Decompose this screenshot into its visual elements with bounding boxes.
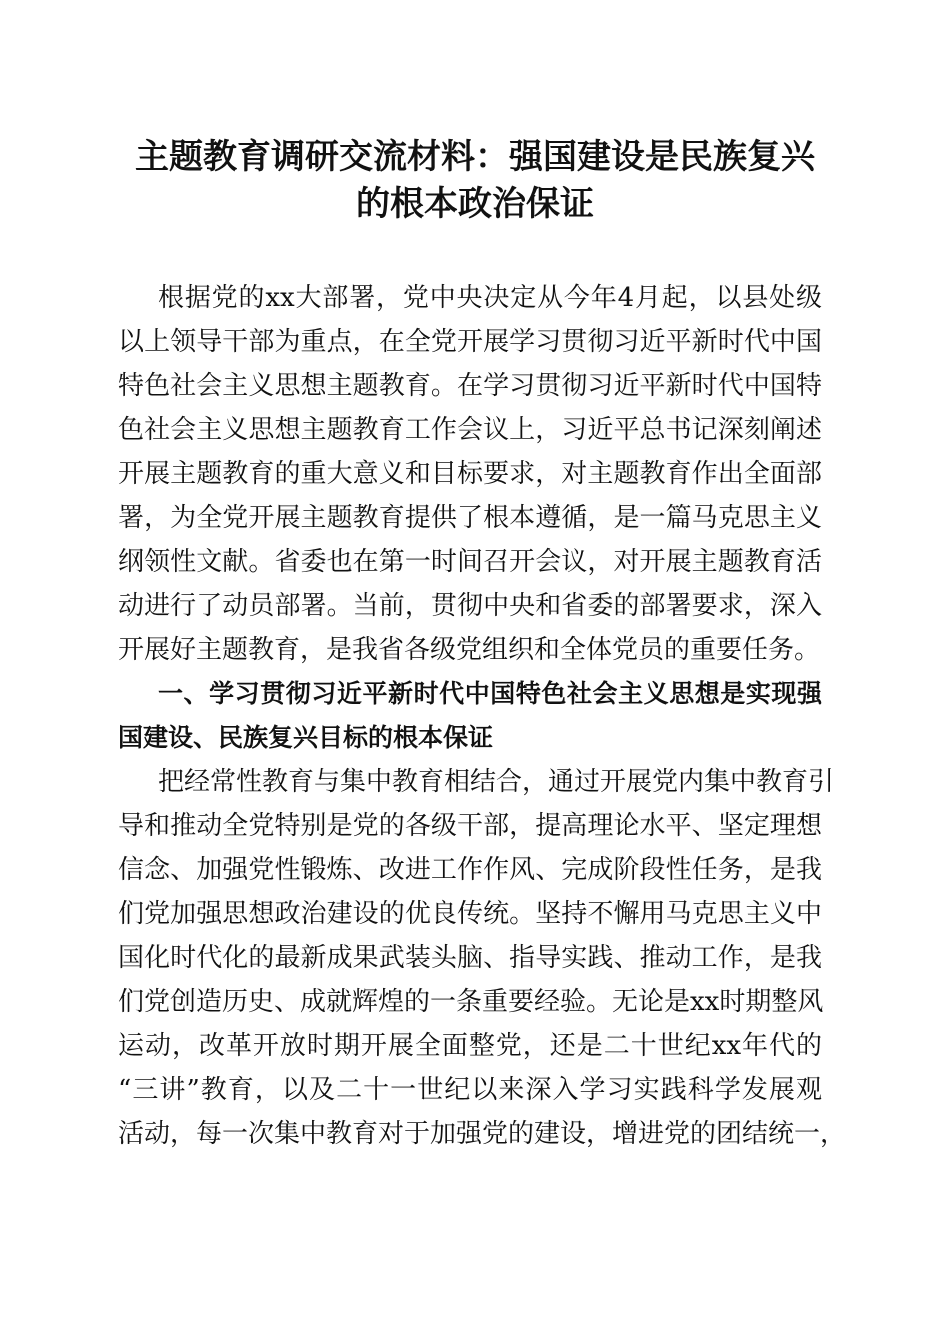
text-line: 色社会主义思想主题教育工作会议上，习近平总书记深刻阐述 <box>118 415 822 445</box>
text-line: 纲领性文献。省委也在第一时间召开会议，对开展主题教育活 <box>118 547 822 577</box>
title-line-1: 主题教育调研交流材料：强国建设是民族复兴 <box>135 137 815 177</box>
text-line: 们党创造历史、成就辉煌的一条重要经验。无论是xx时期整风 <box>118 987 824 1017</box>
text-line: 信念、加强党性锻炼、改进工作作风、完成阶段性任务，是我 <box>118 855 822 885</box>
text-line: 活动，每一次集中教育对于加强党的建设，增进党的团结统一， <box>118 1119 847 1149</box>
text-line: “三讲”教育，以及二十一世纪以来深入学习实践科学发展观 <box>118 1075 822 1105</box>
heading-line: 一、学习贯彻习近平新时代中国特色社会主义思想是实现强 <box>158 679 822 708</box>
text-line: 以上领导干部为重点，在全党开展学习贯彻习近平新时代中国 <box>118 327 822 357</box>
text-line: 把经常性教育与集中教育相结合，通过开展党内集中教育引 <box>158 767 835 797</box>
document-title <box>118 134 832 228</box>
text-line: 特色社会主义思想主题教育。在学习贯彻习近平新时代中国特 <box>118 371 822 401</box>
heading-line: 国建设、民族复兴目标的根本保证 <box>118 723 494 752</box>
text-line: 运动，改革开放时期开展全面整党，还是二十世纪xx年代的 <box>118 1031 822 1061</box>
section-heading <box>118 672 822 760</box>
text-line: 开展好主题教育，是我省各级党组织和全体党员的重要任务。 <box>118 635 821 665</box>
text-line: 动进行了动员部署。当前，贯彻中央和省委的部署要求，深入 <box>118 591 822 621</box>
section-paragraph <box>118 760 847 1156</box>
text-line: 国化时代化的最新成果武装头脑、指导实践、推动工作，是我 <box>118 943 822 973</box>
text-line: 们党加强思想政治建设的优良传统。坚持不懈用马克思主义中 <box>118 899 822 929</box>
document-body <box>118 276 847 1156</box>
text-line: 根据党的xx大部署，党中央决定从今年4月起，以县处级 <box>158 283 822 313</box>
text-line: 开展主题教育的重大意义和目标要求，对主题教育作出全面部 <box>118 459 822 489</box>
intro-paragraph <box>118 276 822 672</box>
text-line: 导和推动全党特别是党的各级干部，提高理论水平、坚定理想 <box>118 811 822 841</box>
text-line: 署，为全党开展主题教育提供了根本遵循，是一篇马克思主义 <box>118 503 822 533</box>
title-line-2: 的根本政治保证 <box>356 184 594 224</box>
